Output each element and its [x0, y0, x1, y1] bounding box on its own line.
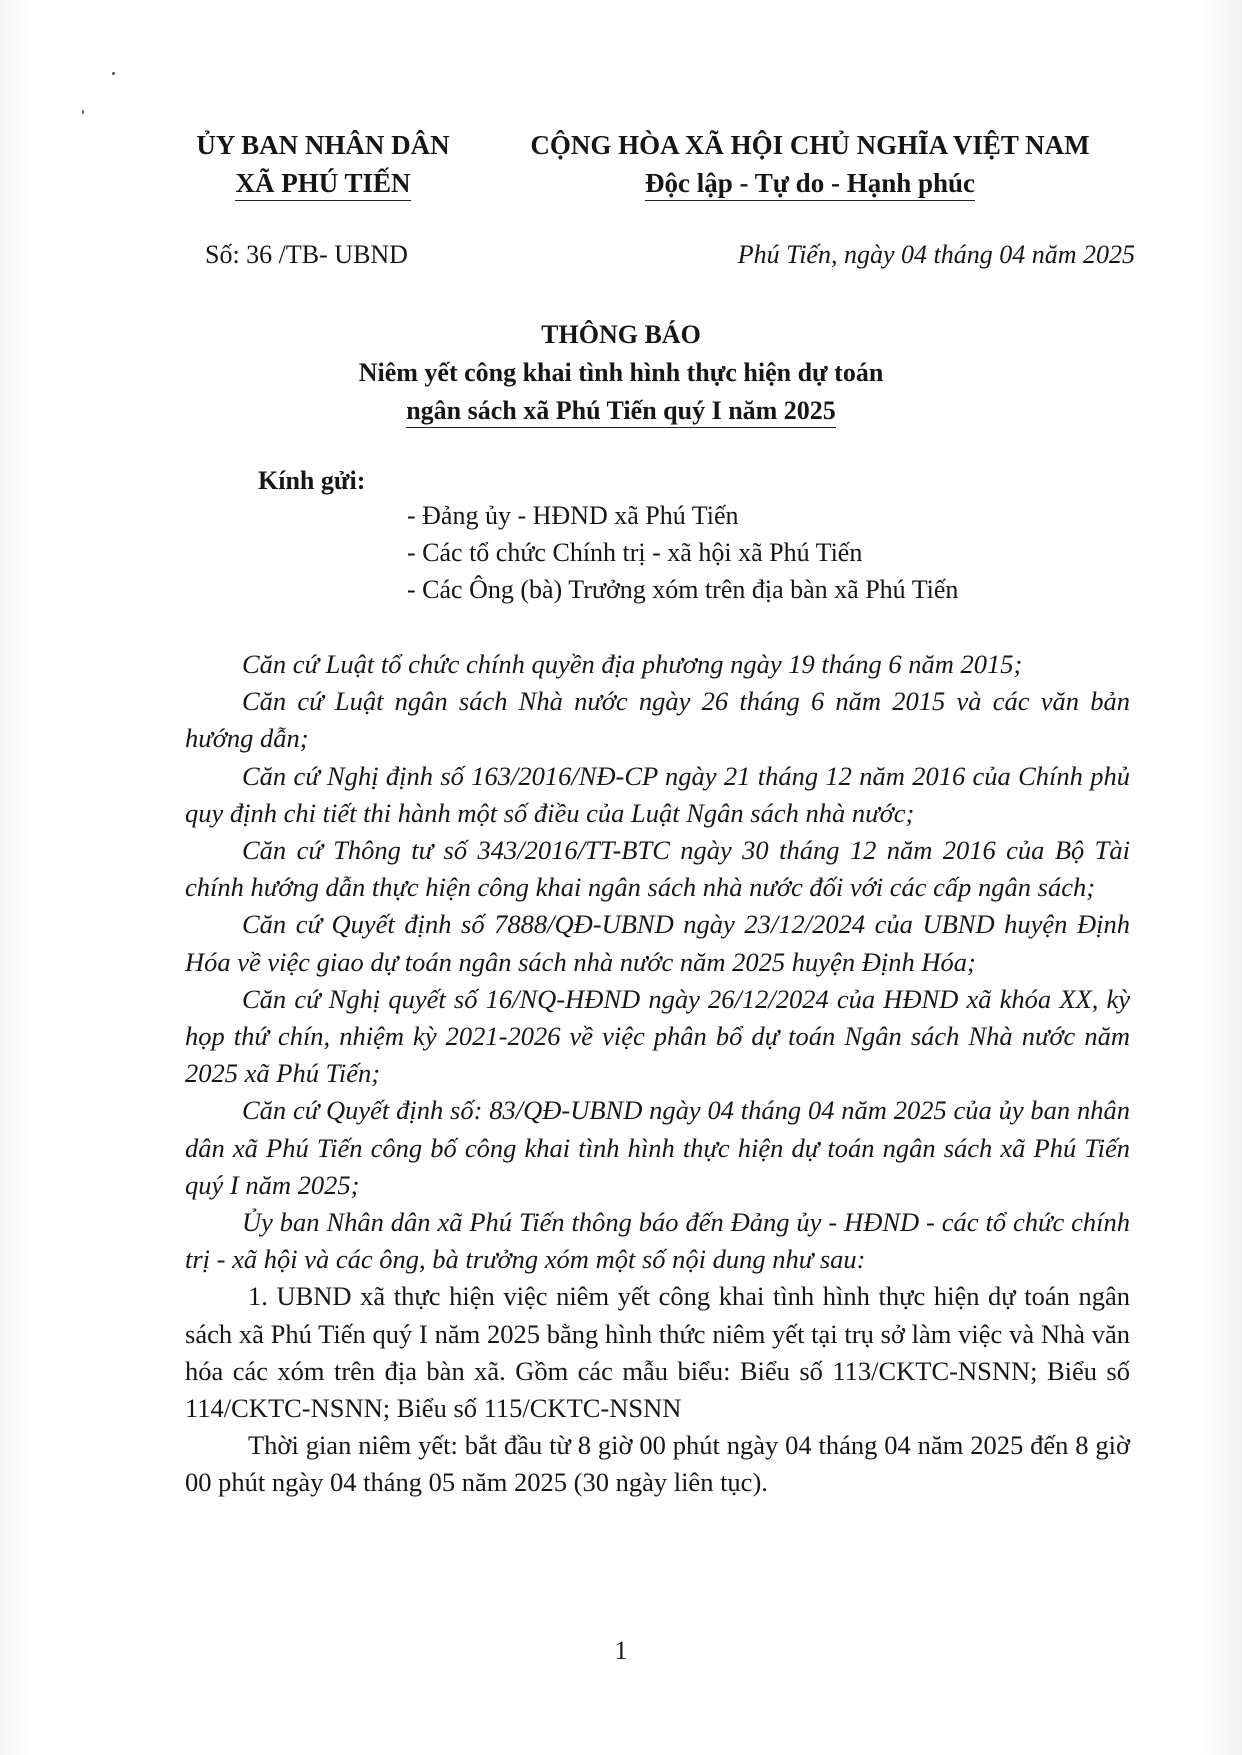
national-motto-wrap: [490, 164, 1130, 202]
page-number: 1: [614, 1636, 628, 1665]
legal-basis: Căn cứ Luật tổ chức chính quyền địa phương ngày 19 tháng 6 năm 2015;: [242, 649, 1023, 679]
document-title: [0, 316, 1242, 430]
salutation: Kính gửi:: [258, 466, 366, 495]
title-subtitle-line2-wrap: [0, 392, 1242, 430]
legal-basis: Căn cứ Quyết định số 7888/QĐ-UBND ngày 23/12/2024 của UBND huyện Định Hóa về việc giao dự toán ngân sách nhà nước năm 2025 huyện Định Hóa;: [185, 909, 1130, 977]
title-main: THÔNG BÁO: [541, 320, 701, 349]
recipient-item: - Đảng ủy - HĐND xã Phú Tiến: [407, 501, 739, 530]
content-item-1: 1. UBND xã thực hiện việc niêm yết công khai tình hình thực hiện dự toán ngân sách xã Phú Tiến quý I năm 2025 bằng hình thức niêm yết tại trụ sở làm việc và Nhà văn hóa các xóm trên địa bàn xã. Gồm các mẫu biểu: Biểu số 113/CKTC-NSNN; Biểu số 114/CKTC-NSNN; Biểu số 115/CKTC-NSNN: [185, 1281, 1130, 1424]
legal-basis: Căn cứ Luật ngân sách Nhà nước ngày 26 tháng 6 năm 2015 và các văn bản hướng dẫn;: [185, 686, 1130, 754]
national-header: [490, 126, 1130, 202]
legal-basis: Căn cứ Nghị quyết số 16/NQ-HĐND ngày 26/12/2024 của HĐND xã khóa XX, kỳ họp thứ chín, nhiệm kỳ 2021-2026 về việc phân bổ dự toán Ngân sách Nhà nước năm 2025 xã Phú Tiến;: [185, 983, 1130, 1089]
legal-basis: Căn cứ Thông tư số 343/2016/TT-BTC ngày 30 tháng 12 năm 2016 của Bộ Tài chính hướng dẫn thực hiện công khai ngân sách nhà nước đối với các cấp ngân sách;: [185, 835, 1130, 903]
recipient-list: [407, 497, 958, 608]
commune-name: XÃ PHÚ TIẾN: [235, 168, 410, 201]
title-subtitle-line2: ngân sách xã Phú Tiến quý I năm 2025: [406, 395, 836, 428]
posting-time: Thời gian niêm yết: bắt đầu từ 8 giờ 00 phút ngày 04 tháng 04 năm 2025 đến 8 giờ 00 phút ngày 04 tháng 05 năm 2025 (30 ngày liên tục).: [185, 1430, 1130, 1498]
title-subtitle-line1: Niêm yết công khai tình hình thực hiện dự toán: [358, 358, 884, 387]
authority-commune: [183, 164, 463, 202]
place-and-date: Phú Tiến, ngày 04 tháng 04 năm 2025: [737, 240, 1135, 269]
legal-basis: Căn cứ Quyết định số: 83/QĐ-UBND ngày 04 tháng 04 năm 2025 của ủy ban nhân dân xã Phú Tiến công bố công khai tình hình thực hiện dự toán ngân sách xã Phú Tiến quý I năm 2025;: [185, 1095, 1130, 1200]
country-name: CỘNG HÒA XÃ HỘI CHỦ NGHĨA VIỆT NAM: [530, 130, 1090, 160]
scan-speck: [112, 72, 115, 75]
notice-intro: Ủy ban Nhân dân xã Phú Tiến thông báo đến Đảng ủy - HĐND - các tổ chức chính trị - xã hội và các ông, bà trưởng xóm một số nội dung như sau:: [185, 1207, 1130, 1275]
document-number: Số: 36 /TB- UBND: [205, 240, 408, 269]
authority-name: ỦY BAN NHÂN DÂN: [196, 130, 450, 160]
scan-speck: [82, 110, 84, 114]
legal-basis: Căn cứ Nghị định số 163/2016/NĐ-CP ngày 21 tháng 12 năm 2016 của Chính phủ quy định chi tiết thi hành một số điều của Luật Ngân sách nhà nước;: [185, 760, 1130, 828]
issuing-authority: [183, 126, 463, 202]
national-motto: Độc lập - Tự do - Hạnh phúc: [645, 168, 975, 201]
recipient-item: - Các tổ chức Chính trị - xã hội xã Phú Tiến: [407, 538, 863, 567]
recipient-item: - Các Ông (bà) Trưởng xóm trên địa bàn xã Phú Tiến: [407, 575, 959, 604]
document-body: [185, 646, 1130, 1502]
